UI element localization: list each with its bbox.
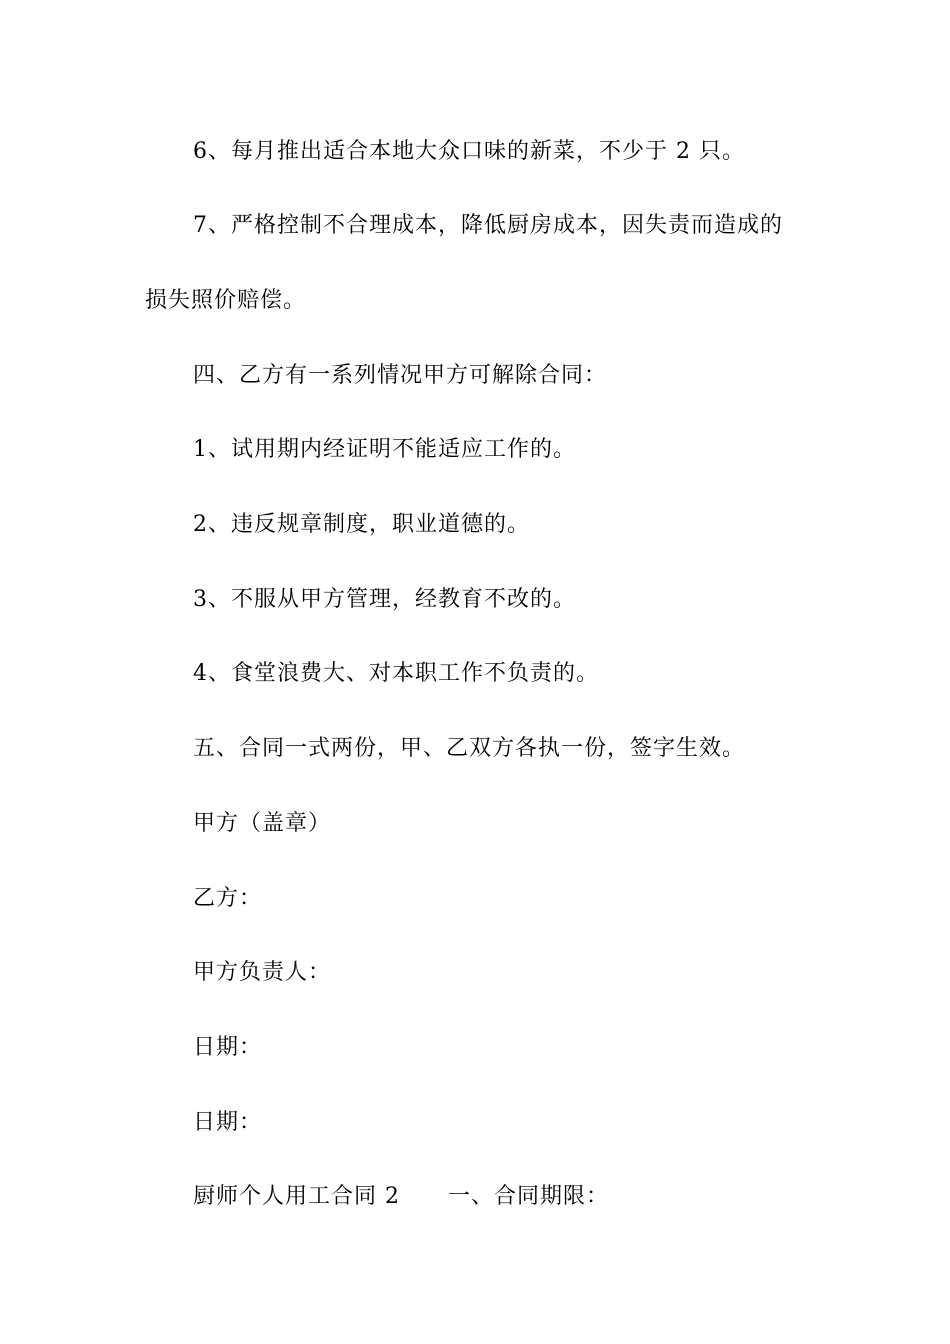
party-a-seal: 甲方（盖章）: [193, 811, 332, 836]
section-5-heading: 五、合同一式两份，甲、乙双方各执一份，签字生效。: [193, 736, 746, 761]
clause-6: 6、每月推出适合本地大众口味的新菜，不少于 2 只。: [193, 139, 745, 164]
section-4-heading: 四、乙方有一系列情况甲方可解除合同：: [193, 363, 608, 388]
termination-item-2: 2、违反规章制度，职业道德的。: [193, 512, 530, 537]
termination-item-4: 4、食堂浪费大、对本职工作不负责的。: [193, 661, 599, 686]
next-contract-line: [193, 1182, 609, 1212]
clause-7: 7、严格控制不合理成本，降低厨房成本，因失责而造成的: [193, 213, 783, 238]
date-line-1: 日期：: [193, 1035, 263, 1060]
party-a-representative: 甲方负责人：: [193, 960, 332, 985]
next-contract-section: 一、合同期限：: [448, 1184, 610, 1209]
termination-item-3: 3、不服从甲方管理，经教育不改的。: [193, 587, 576, 612]
termination-item-1: 1、试用期内经证明不能适应工作的。: [193, 437, 576, 462]
party-b: 乙方：: [193, 886, 263, 911]
date-line-2: 日期：: [193, 1110, 263, 1135]
clause-7-continued: 损失照价赔偿。: [145, 288, 307, 313]
next-contract-title: 厨师个人用工合同 2: [193, 1184, 400, 1209]
